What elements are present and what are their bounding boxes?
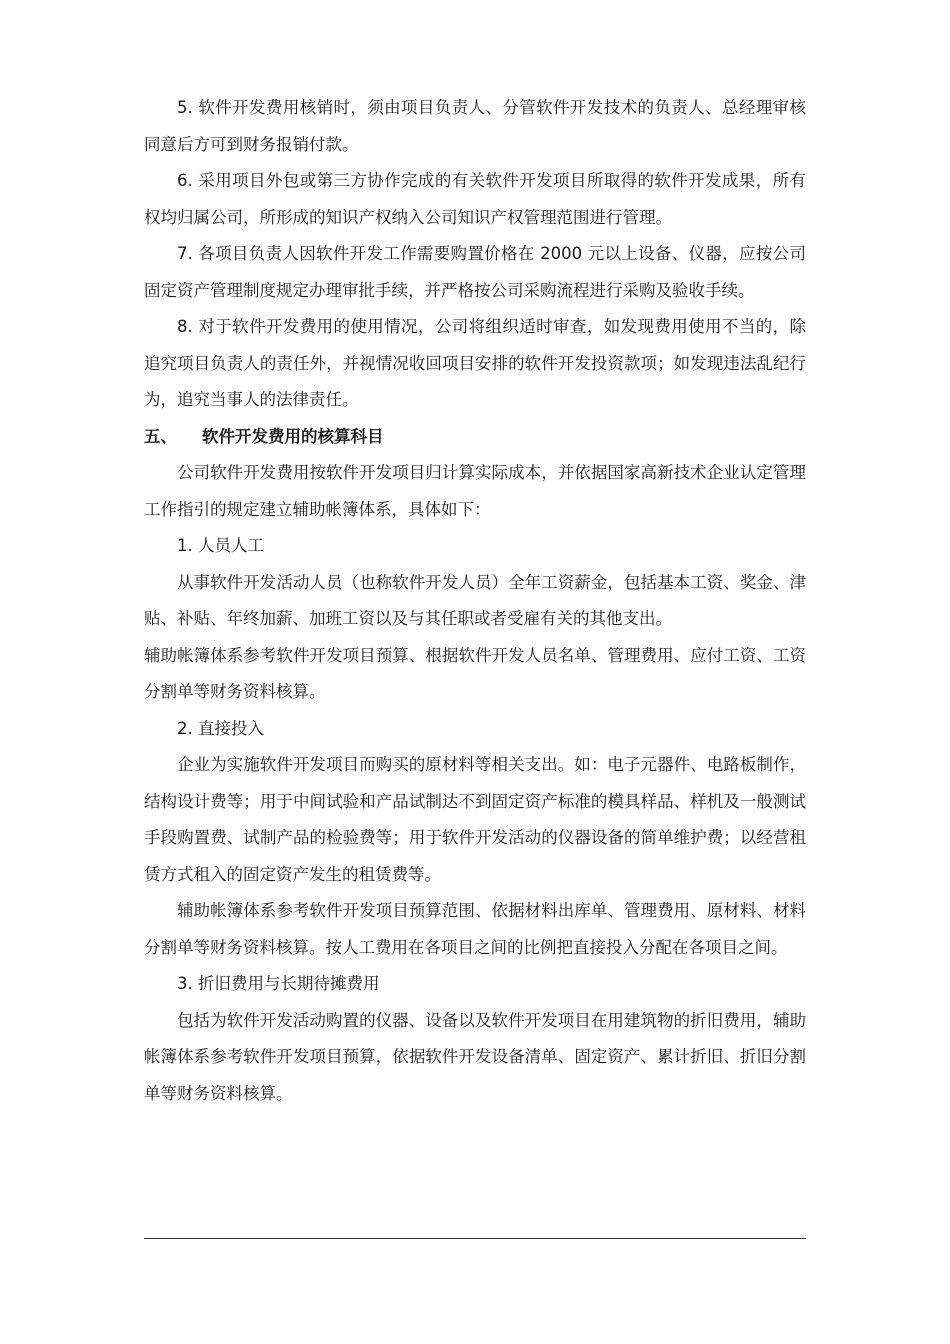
section-number: 五、: [144, 426, 177, 446]
paragraph-item-8: 8. 对于软件开发费用的使用情况，公司将组织适时审查，如发现费用使用不当的，除追究项目负责人的责任外，并视情况收回项目安排的软件开发投资款项；如发现违法乱纪行为，追究当事人的法律责任。: [144, 317, 806, 409]
section-heading: [144, 419, 806, 456]
subsection-heading-depreciation: 3. 折旧费用与长期待摊费用: [177, 974, 380, 993]
section-intro: 公司软件开发费用按软件开发项目归计算实际成本，并依据国家高新技术企业认定管理工作指引的规定建立辅助帐簿体系，具体如下：: [144, 463, 806, 519]
footer-divider: [144, 1238, 806, 1239]
paragraph-direct-input-accounting: 辅助帐簿体系参考软件开发项目预算范围、依据材料出库单、管理费用、原材料、材料分割单等财务资料核算。按人工费用在各项目之间的比例把直接投入分配在各项目之间。: [144, 901, 806, 957]
section-title: 软件开发费用的核算科目: [202, 426, 384, 446]
paragraph-direct-input-scope: 企业为实施软件开发项目而购买的原材料等相关支出。如：电子元器件、电路板制作，结构设计费等；用于中间试验和产品试制达不到固定资产标准的模具样品、样机及一般测试手段购置费、试制产品的检验费等；用于软件开发活动的仪器设备的简单维护费；以经营租赁方式租入的固定资产发生的租赁费等。: [144, 755, 806, 884]
paragraph-personnel-accounting: 辅助帐簿体系参考软件开发项目预算、根据软件开发人员名单、管理费用、应付工资、工资分割单等财务资料核算。: [144, 645, 806, 701]
document-body: [144, 90, 806, 1112]
paragraph-item-7: 7. 各项目负责人因软件开发工作需要购置价格在 2000 元以上设备、仪器，应按公司固定资产管理制度规定办理审批手续，并严格按公司采购流程进行采购及验收手续。: [144, 244, 806, 300]
paragraph-item-6: 6. 采用项目外包或第三方协作完成的有关软件开发项目所取得的软件开发成果，所有权均归属公司，所形成的知识产权纳入公司知识产权管理范围进行管理。: [144, 171, 806, 227]
paragraph-personnel-scope: 从事软件开发活动人员（也称软件开发人员）全年工资薪金，包括基本工资、奖金、津贴、补贴、年终加薪、加班工资以及与其任职或者受雇有关的其他支出。: [144, 572, 806, 628]
subsection-heading-personnel: 1. 人员人工: [177, 536, 264, 555]
subsection-heading-direct-input: 2. 直接投入: [177, 718, 264, 738]
paragraph-depreciation-scope: 包括为软件开发活动购置的仪器、设备以及软件开发项目在用建筑物的折旧费用，辅助帐簿体系参考软件开发项目预算，依据软件开发设备清单、固定资产、累计折旧、折旧分割单等财务资料核算。: [144, 1010, 806, 1103]
paragraph-item-5: 5. 软件开发费用核销时，须由项目负责人、分管软件开发技术的负责人、总经理审核同意后方可到财务报销付款。: [144, 98, 806, 154]
